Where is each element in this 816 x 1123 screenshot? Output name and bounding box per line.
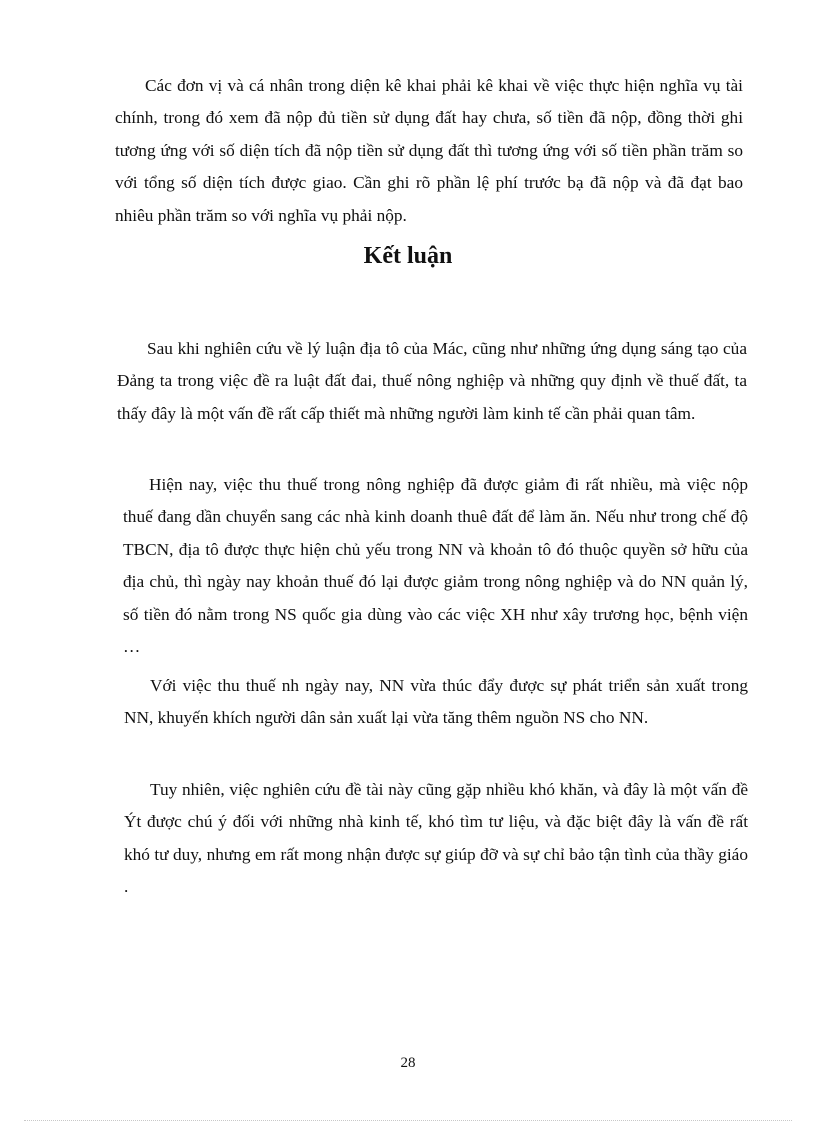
intro-paragraph: Các đơn vị và cá nhân trong diện kê khai phải kê khai về việc thực hiện nghĩa vụ tài chính, trong đó xem đã nộp đủ tiền sử dụng đất hay chưa, số tiền đã nộp, đồng thời ghi tương ứng với số diện tích đã nộp tiền sử dụng đất thì tương ứng với số tiền phần trăm so với tổng số diện tích được giao. Cần ghi rõ phần lệ phí trước bạ đã nộp và đã đạt bao nhiêu phần trăm so với nghĩa vụ phải nộp. <box>115 76 743 225</box>
section-heading: Kết luận <box>363 243 453 269</box>
conclusion-paragraph-4: Tuy nhiên, việc nghiên cứu đề tài này cũng gặp nhiều khó khăn, và đây là một vấn đề Ýt được chú ý đối với những nhà kinh tế, khó tìm tư liệu, và đặc biệt đây là vấn đề rất khó tư duy, nhưng em rất mong nhận được sự giúp đỡ và sự chỉ bảo tận tình của thầy giáo . <box>124 780 748 897</box>
page-number: 28 <box>400 1055 416 1071</box>
page-bottom-divider <box>24 1120 792 1121</box>
conclusion-paragraph-2: Hiện nay, việc thu thuế trong nông nghiệp đã được giảm đi rất nhiều, mà việc nộp thuế đang dần chuyển sang các nhà kinh doanh thuê đất để làm ăn. Nếu như trong chế độ TBCN, địa tô được thực hiện chủ yếu trong NN và khoản tô đó thuộc quyền sở hữu của địa chủ, thì ngày nay khoản thuế đó lại được giảm trong nông nghiệp và do NN quản lý, số tiền đó nằm trong NS quốc gia dùng vào các việc XH như xây trương học, bệnh viện … <box>123 475 748 657</box>
conclusion-paragraph-1: Sau khi nghiên cứu về lý luận địa tô của Mác, cũng như những ứng dụng sáng tạo của Đảng ta trong việc đề ra luật đất đai, thuế nông nghiệp và những quy định về thuế đất, ta thấy đây là một vấn đề rất cấp thiết mà những người làm kinh tế cần phải quan tâm. <box>117 339 747 423</box>
conclusion-paragraph-3: Với việc thu thuế nh ngày nay, NN vừa thúc đẩy được sự phát triển sản xuất trong NN, khuyến khích người dân sản xuất lại vừa tăng thêm nguồn NS cho NN. <box>124 676 748 728</box>
